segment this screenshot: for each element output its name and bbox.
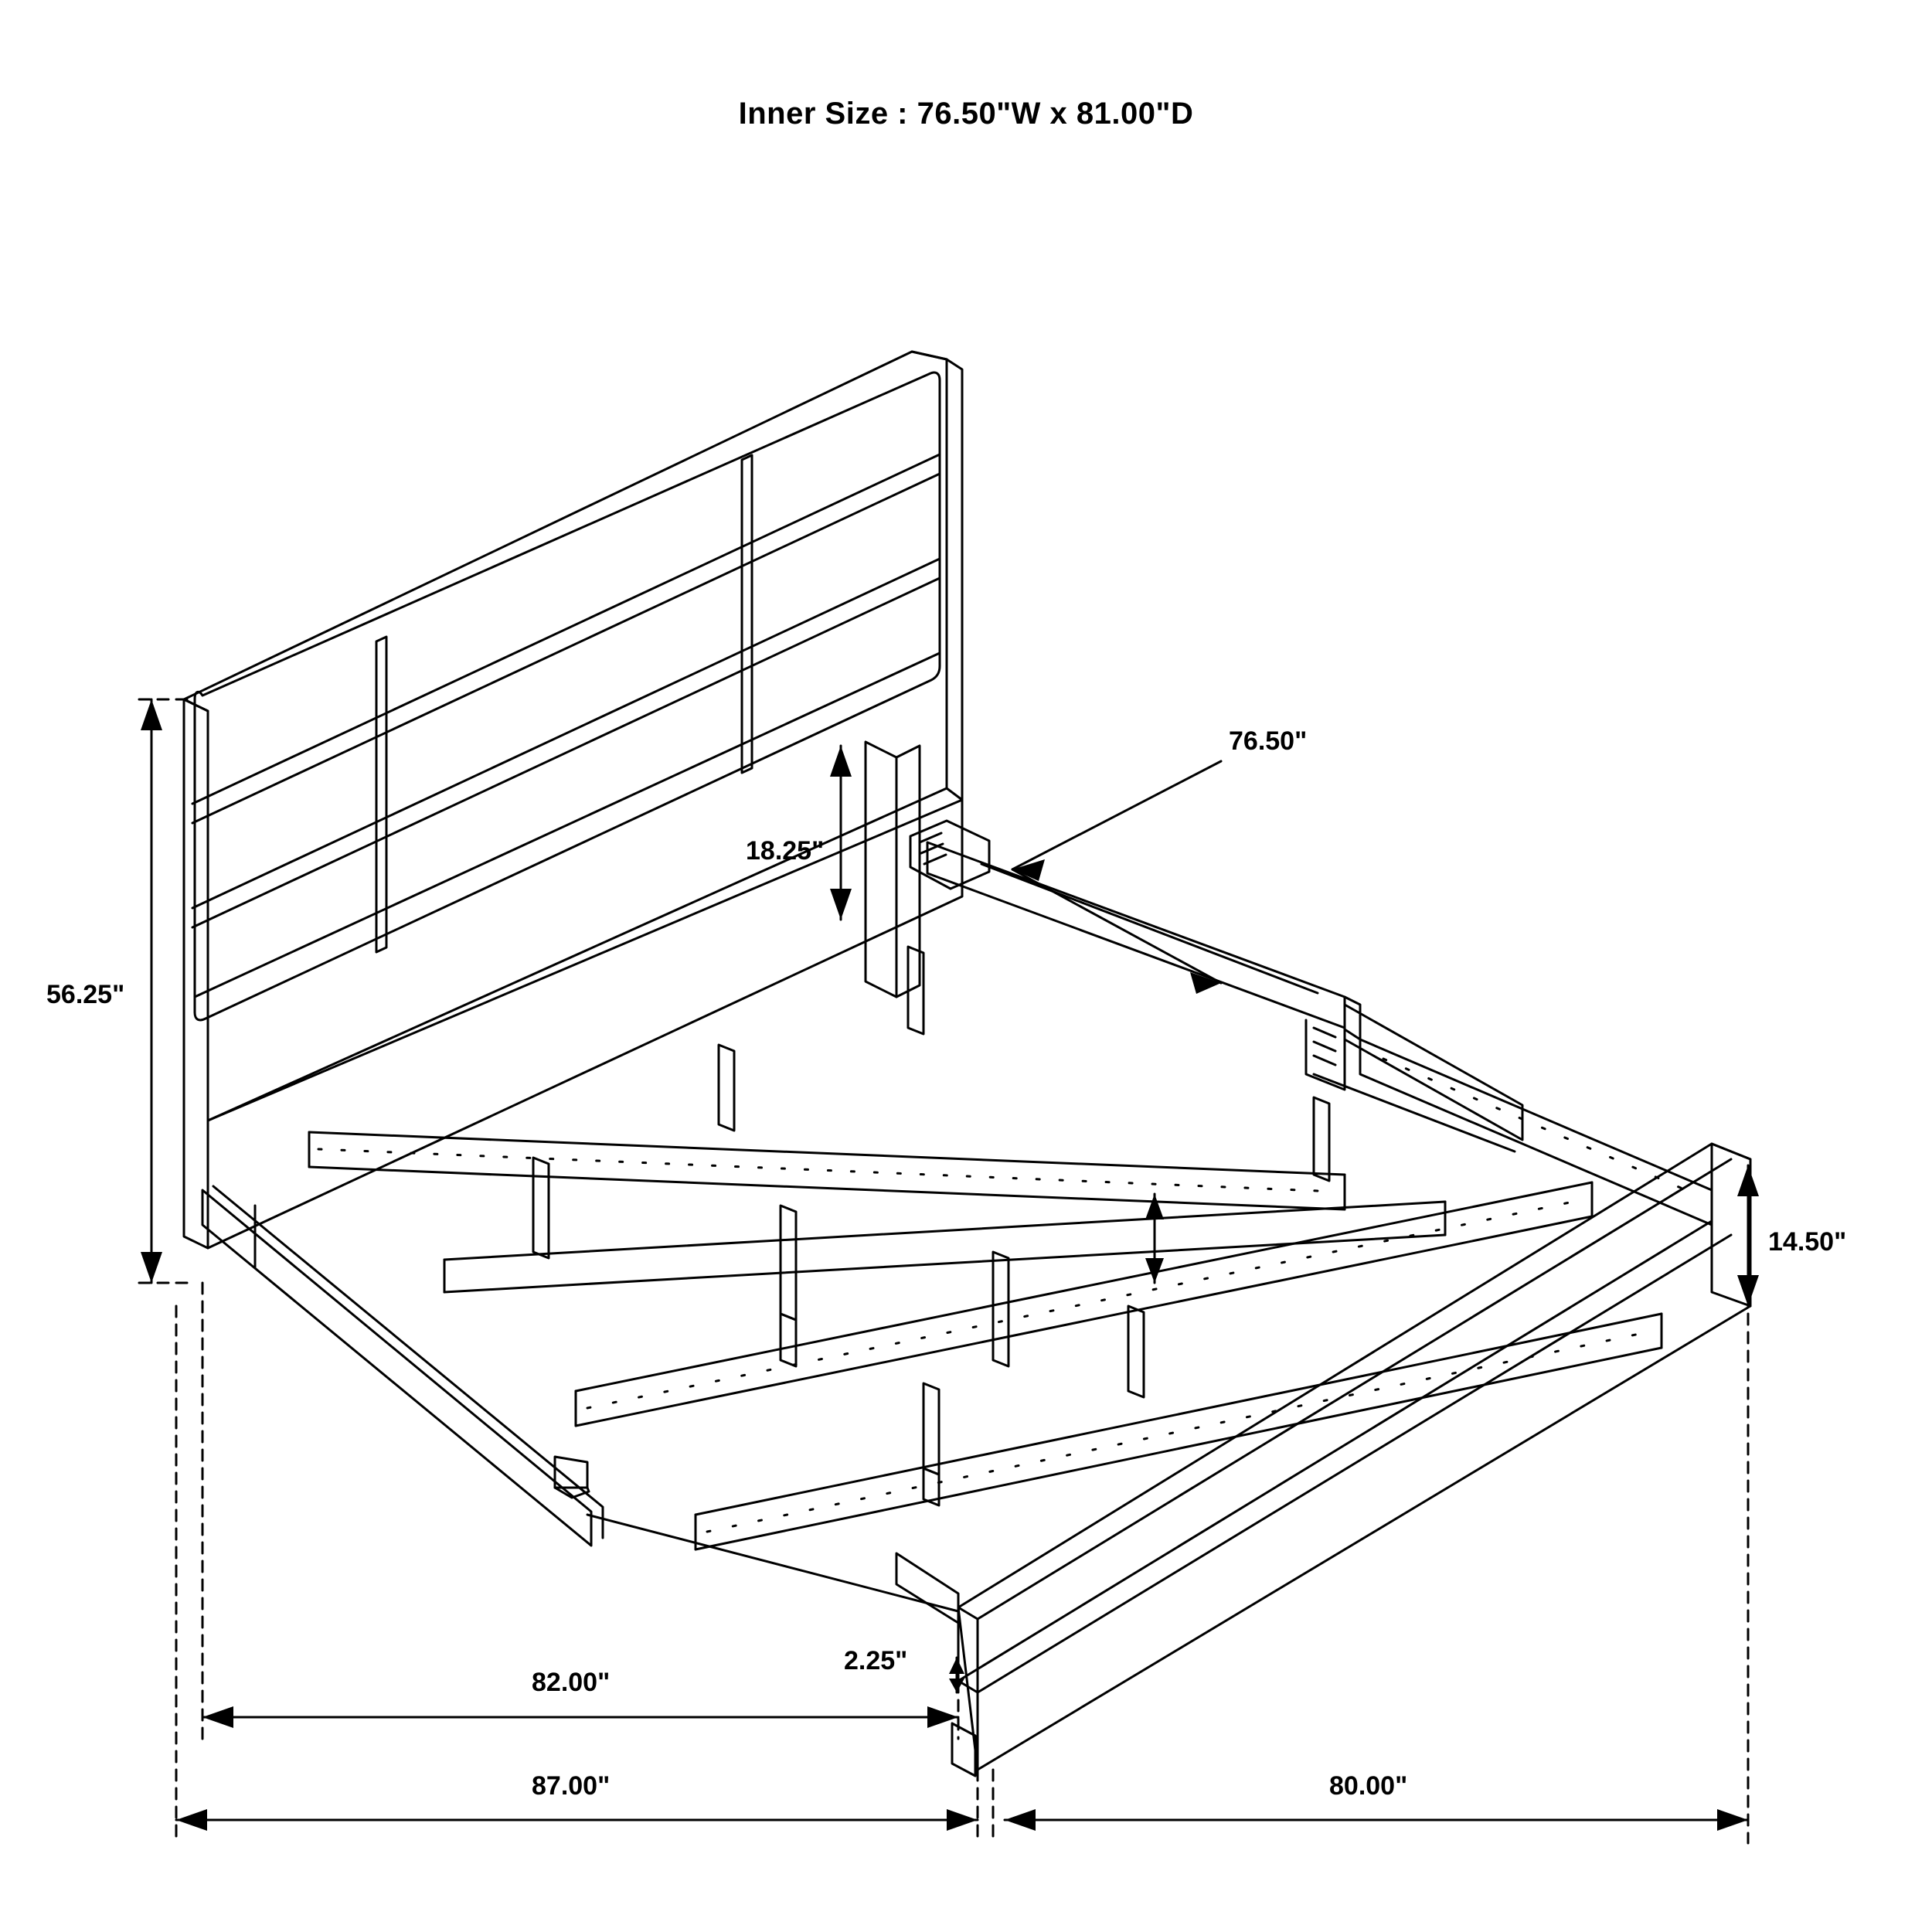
dim-7650-leader2 [1012, 869, 1221, 983]
headboard-upholstery-outline [195, 372, 940, 1020]
dim-56-arrow-top [141, 699, 162, 730]
slat-1 [533, 1158, 549, 1258]
dim-1825-arrow-top [830, 746, 852, 777]
slat-upper-1 [719, 1045, 734, 1131]
dim-label-inner-width: 76.50" [1229, 726, 1308, 756]
dim-1825-arrow-bottom [830, 889, 852, 920]
dim-label-overall-length: 87.00" [532, 1771, 611, 1801]
center-beam-screws [318, 1149, 1337, 1192]
slat-4 [923, 1383, 939, 1475]
beam3-screws [587, 1199, 1584, 1408]
headboard-seam-1 [192, 454, 940, 804]
beam4-top [696, 1314, 1662, 1515]
headboard-bracket [910, 821, 989, 889]
beam2-top [444, 1202, 1445, 1260]
headboard-seam-2b [192, 578, 940, 927]
rail-right-aux [1314, 1074, 1515, 1151]
dim-label-inner-length: 82.00" [532, 1668, 611, 1697]
headboard-panel-outline [184, 352, 947, 1121]
center-beam-top [309, 1132, 1345, 1175]
beam4-screws [707, 1331, 1654, 1532]
headboard-vertical-trim-1 [376, 637, 386, 952]
page-title: Inner Size : 76.50"W x 81.00"D [738, 97, 1194, 131]
dim-label-footboard-rail-height: 2.25" [844, 1646, 908, 1675]
beam4-ends [696, 1314, 1662, 1549]
headboard-right-edge [947, 359, 962, 800]
dim-82-arrow-left [202, 1706, 233, 1728]
side-rail-left-inner [213, 1186, 603, 1538]
rail-right-long [1360, 1039, 1712, 1225]
slat-3 [993, 1252, 1009, 1366]
dim-label-overall-width: 80.00" [1329, 1771, 1408, 1801]
dim-label-headboard-panel-height: 18.25" [746, 836, 825, 866]
rail-far-upper-line [981, 864, 1318, 993]
dim-label-footboard-height: 14.50" [1768, 1227, 1847, 1257]
headboard-vertical-trim-2 [742, 455, 752, 773]
headboard-right-support [866, 742, 896, 997]
center-beam-ends [309, 1132, 1345, 1209]
footboard-top-seam-2 [978, 1235, 1731, 1692]
beam4-bottom [696, 1348, 1662, 1549]
dim-label-headboard-height: 56.25" [46, 980, 125, 1009]
front-frame-line [587, 1515, 958, 1611]
slat-2 [781, 1206, 796, 1320]
dim-87-arrow-right [947, 1809, 978, 1831]
dim-225-arrow-top [949, 1658, 964, 1674]
dim-7650-leader [1012, 761, 1221, 869]
footboard-base-left [952, 1723, 975, 1776]
dimension-lines [139, 699, 1759, 1843]
footboard-panel [958, 1144, 1750, 1770]
footboard-front-top [978, 1159, 1731, 1619]
rail-corner-right [1345, 997, 1360, 1039]
slat-5 [1128, 1306, 1144, 1397]
center-foot-1 [781, 1314, 796, 1366]
beam3-ends [576, 1182, 1592, 1426]
dim-slat-arrow-top [1145, 1194, 1164, 1219]
dim-1450-arrow-top [1737, 1165, 1759, 1196]
dim-56-arrow-bottom [141, 1252, 162, 1283]
dim-80-arrow-right [1717, 1809, 1748, 1831]
rail-right-long-screws [1383, 1059, 1700, 1196]
dim-225-arrow-bottom [949, 1679, 964, 1692]
slat-6 [1314, 1097, 1329, 1181]
center-beam-bottom [309, 1167, 1345, 1209]
headboard-seam-3 [195, 653, 940, 997]
front-rail-block [896, 1553, 958, 1623]
headboard-seam-2 [192, 559, 940, 908]
headboard-seam-1b [192, 474, 940, 823]
right-bracket-bolts [1314, 1028, 1335, 1065]
dim-80-arrow-left [1005, 1809, 1036, 1831]
dim-87-arrow-left [176, 1809, 207, 1831]
